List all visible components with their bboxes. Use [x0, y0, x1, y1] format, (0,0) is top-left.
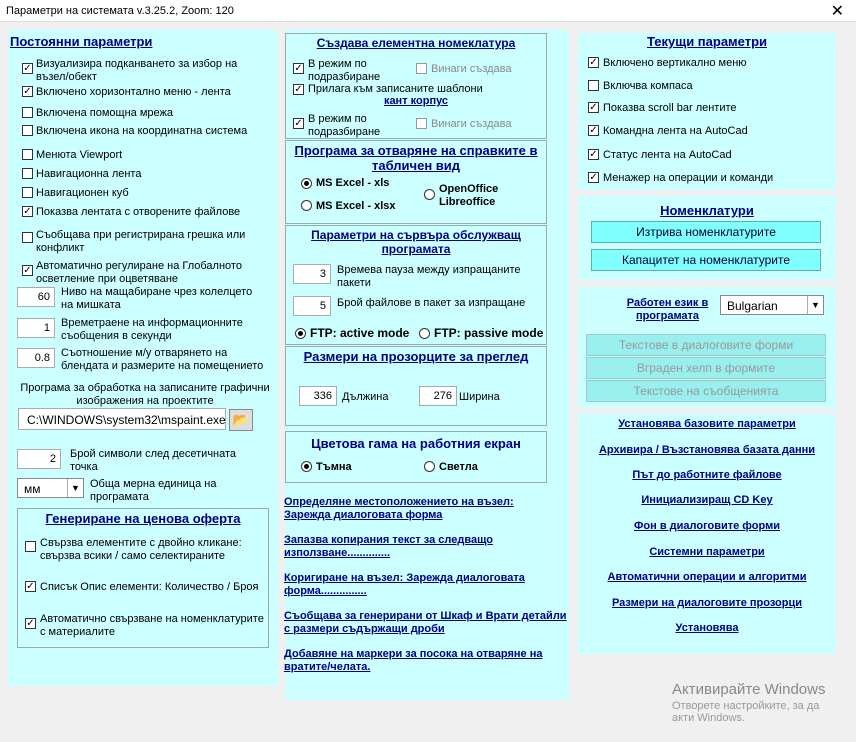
- radio-dark-label: Тъмна: [316, 461, 352, 473]
- chevron-down-icon: ▼: [67, 479, 83, 497]
- radio-ftp-passive-label: FTP: passive mode: [434, 326, 544, 340]
- current-checkbox-2[interactable]: ✓: [589, 102, 598, 113]
- aperture-ratio-input[interactable]: 0.8: [17, 348, 55, 368]
- left-header: Постоянни параметри: [10, 34, 153, 49]
- zoom-wheel-label: Ниво на мащабиране чрез колелцето на мишката: [61, 286, 253, 311]
- offer-checkbox-0[interactable]: [25, 541, 36, 552]
- nomenclatures-header: Номенклатури: [660, 203, 754, 218]
- activation-watermark-sub: Отворете настройките, за да акти Windows.: [672, 700, 820, 724]
- link-markers[interactable]: Добавяне на маркери за посока на отваряне на вратите/челата.: [284, 648, 543, 673]
- nomen-always1-checkbox[interactable]: [416, 63, 427, 74]
- offer-checkbox-2[interactable]: ✓: [26, 618, 35, 629]
- language-select-value: Bulgarian: [727, 299, 778, 313]
- link-system-params[interactable]: Системни параметри: [649, 546, 765, 558]
- title-bar: [0, 0, 856, 22]
- color-header: Цветова гама на работния екран: [311, 436, 521, 451]
- sizes-header: Размери на прозорците за преглед: [303, 349, 529, 364]
- option-label-4: Менюта Viewport: [36, 149, 123, 161]
- unit-select[interactable]: [17, 478, 84, 498]
- pause-label: Времева пауза между изпращаните пакети: [337, 264, 521, 289]
- checkbox-2[interactable]: [22, 107, 33, 118]
- decimals-label: Брой символи след десетичната точка: [70, 448, 237, 473]
- nomen-always2-checkbox[interactable]: [416, 118, 427, 129]
- current-label-5: Менажер на операции и команди: [603, 172, 774, 184]
- checkbox-1[interactable]: ✓: [23, 86, 32, 97]
- aperture-ratio-label: Съотношение м/у отварянето на блендата и размерите на помещението: [61, 347, 264, 372]
- length-input[interactable]: 336: [299, 386, 337, 406]
- offer-label-1: Списък Опис елементи: Количество / Броя: [40, 581, 259, 593]
- checkbox-5[interactable]: [22, 168, 33, 179]
- current-checkbox-4[interactable]: ✓: [589, 149, 598, 160]
- option-label-0: Визуализира подканването за избор на възел/обект: [36, 58, 238, 83]
- chevron-down-icon: ▼: [807, 296, 823, 314]
- link-dialog-sizes[interactable]: Размери на диалоговите прозорци: [611, 597, 802, 609]
- link-fractions[interactable]: Съобщава за генерирани от Шкаф и Врати детайли с размери съдържащи дроби: [284, 610, 567, 635]
- checkbox-8[interactable]: [22, 232, 33, 243]
- current-checkbox-5[interactable]: ✓: [589, 172, 598, 183]
- current-header: Текущи параметри: [646, 34, 768, 49]
- nomen-default1-checkbox[interactable]: ✓: [294, 63, 303, 74]
- radio-xls[interactable]: [301, 178, 312, 189]
- nomen-always1-label: Винаги създава: [431, 63, 512, 75]
- decimals-input[interactable]: 2: [17, 449, 61, 469]
- radio-xlsx[interactable]: [301, 200, 312, 211]
- unit-select-value: мм: [24, 482, 41, 496]
- checkbox-9[interactable]: ✓: [23, 265, 32, 276]
- files-input[interactable]: 5: [293, 296, 331, 316]
- link-archive-db[interactable]: Архивира / Възстановява базата данни: [598, 444, 816, 456]
- radio-light[interactable]: [424, 461, 435, 472]
- form-texts-button[interactable]: Текстове в диалоговите форми: [586, 334, 826, 356]
- graphics-path-input[interactable]: C:\WINDOWS\system32\mspaint.exe: [18, 408, 226, 430]
- option-label-2: Включена помощна мрежа: [36, 107, 174, 119]
- current-checkbox-3[interactable]: ✓: [589, 125, 598, 136]
- checkbox-6[interactable]: [22, 187, 33, 198]
- current-label-2: Показва scroll bar лентите: [603, 102, 737, 114]
- radio-ftp-passive[interactable]: [419, 328, 430, 339]
- checkbox-3[interactable]: [22, 125, 33, 136]
- folder-open-icon[interactable]: 📂: [229, 409, 253, 431]
- language-label: Работен език в програмата: [626, 297, 709, 322]
- nomen-header: Създава елементна номеклатура: [316, 36, 516, 50]
- checkbox-4[interactable]: [22, 149, 33, 160]
- option-label-3: Включена икона на координатна система: [36, 125, 248, 137]
- offer-checkbox-1[interactable]: ✓: [26, 581, 35, 592]
- current-label-0: Включено вертикално меню: [603, 57, 747, 69]
- message-time-input[interactable]: 1: [17, 318, 55, 338]
- nomen-always2-label: Винаги създава: [431, 118, 512, 130]
- radio-light-label: Светла: [439, 461, 478, 473]
- window-title: Параметри на системата v.3.25.2, Zoom: 120: [6, 5, 234, 17]
- link-node-location[interactable]: Определяне местоположението на възел: Зарежда диалоговата форма: [284, 496, 514, 521]
- option-label-8: Съобщава при регистрирана грешка или конфликт: [36, 229, 246, 254]
- message-time-label: Времетраене на информационните съобщения в секунди: [61, 317, 243, 342]
- graphics-program-label: Програма за обработка на записаните графични изображения на проектите: [20, 382, 270, 407]
- link-save-copy[interactable]: Запазва копирания текст за следващо използване..............: [284, 534, 493, 559]
- radio-ftp-active-label: FTP: active mode: [310, 326, 410, 340]
- nomen-default1-label: В режим по подразбиране: [308, 58, 381, 83]
- offer-header: Генериране на ценова оферта: [45, 511, 241, 526]
- checkbox-7[interactable]: ✓: [23, 206, 32, 217]
- activation-watermark-title: Активирайте Windows: [672, 681, 826, 698]
- zoom-wheel-input[interactable]: 60: [17, 287, 55, 307]
- current-checkbox-0[interactable]: ✓: [589, 57, 598, 68]
- radio-xls-label: MS Excel - xls: [316, 177, 390, 189]
- close-icon[interactable]: ✕: [830, 1, 844, 20]
- nomen-default2-checkbox[interactable]: ✓: [294, 118, 303, 129]
- message-texts-button[interactable]: Текстове на съобщенията: [586, 380, 826, 402]
- checkbox-0[interactable]: ✓: [23, 63, 32, 74]
- nomen-attach-checkbox[interactable]: ✓: [294, 84, 303, 95]
- link-cd-key[interactable]: Инициализиращ CD Key: [641, 494, 773, 506]
- link-fix-node[interactable]: Коригиране на възел: Зарежда диалоговата форма...............: [284, 572, 525, 597]
- link-dialog-bg[interactable]: Фон в диалоговите форми: [634, 520, 780, 532]
- link-work-files[interactable]: Път до работните файлове: [632, 469, 782, 481]
- radio-ftp-active[interactable]: [295, 328, 306, 339]
- length-label: Дължина: [342, 391, 389, 403]
- nomenclature-capacity-button[interactable]: Капацитет на номенклатурите: [591, 249, 821, 271]
- program-header: Програма за отваряне на справките в табличен вид: [294, 143, 538, 173]
- nomen-attach-label: Прилага към записаните шаблони: [308, 83, 483, 95]
- scrollbar[interactable]: [842, 22, 856, 742]
- nomen-default2-label: В режим по подразбиране: [308, 113, 381, 138]
- radio-openoffice-label: OpenOffice Libreoffice: [439, 183, 499, 208]
- option-label-5: Навигационна лента: [36, 168, 142, 180]
- builtin-help-button[interactable]: Вграден хелп в формите: [586, 357, 826, 379]
- option-label-1: Включено хоризонтално меню - лента: [36, 86, 231, 98]
- option-label-6: Навигационен куб: [36, 187, 129, 199]
- radio-dark[interactable]: [301, 461, 312, 472]
- link-base-params[interactable]: Установява базовите параметри: [618, 418, 796, 430]
- server-header: Параметри на сървъра обслужващ програмата: [311, 228, 521, 256]
- option-label-9: Автоматично регулиране на Глобалното осветление при оцветяване: [36, 260, 242, 285]
- language-select[interactable]: [720, 295, 824, 315]
- current-label-3: Командна лента на AutoCad: [603, 125, 748, 137]
- delete-nomenclatures-button[interactable]: Изтрива номенклатурите: [591, 221, 821, 243]
- radio-openoffice[interactable]: [424, 189, 435, 200]
- option-label-7: Показва лентата с отворените файлове: [36, 206, 241, 218]
- offer-label-0: Свързва елементите с двойно кликане: свързва всики / само селектираните: [40, 537, 242, 562]
- kant-korpus-label: кант корпус: [383, 95, 449, 107]
- current-checkbox-1[interactable]: [588, 80, 599, 91]
- current-label-1: Включва компаса: [603, 80, 693, 92]
- files-label: Брой файлове в пакет за изпращане: [337, 297, 526, 309]
- width-label: Ширина: [459, 391, 500, 403]
- unit-label: Обща мерна единица на програмата: [90, 478, 217, 503]
- pause-input[interactable]: 3: [293, 264, 331, 284]
- link-install[interactable]: Установява: [675, 622, 739, 634]
- width-input[interactable]: 276: [419, 386, 457, 406]
- current-label-4: Статус лента на AutoCad: [603, 149, 732, 161]
- offer-label-2: Автоматично свързване на номенклатурите с материалите: [40, 613, 264, 638]
- radio-xlsx-label: MS Excel - xlsx: [316, 200, 396, 212]
- link-auto-ops[interactable]: Автоматични операции и алгоритми: [607, 571, 807, 583]
